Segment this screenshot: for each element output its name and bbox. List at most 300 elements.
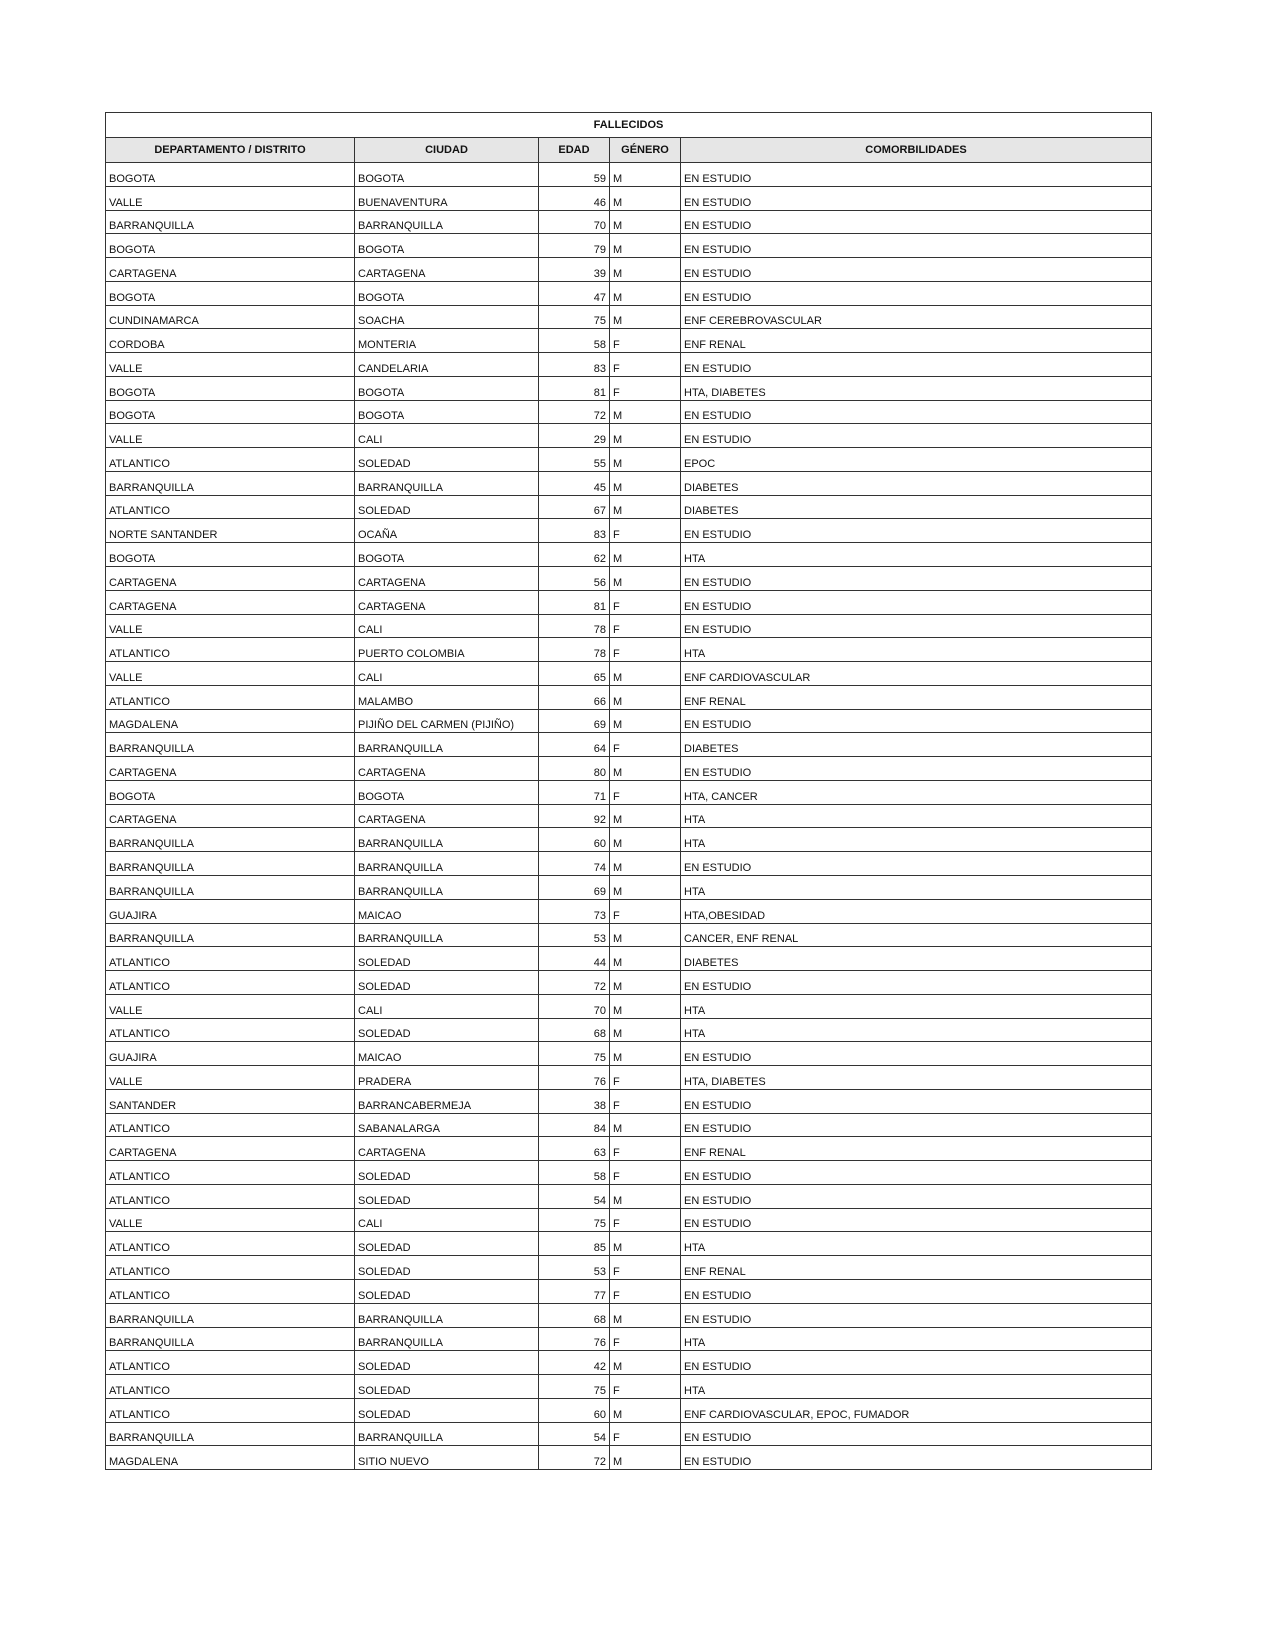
cell-comorbilidades: HTA,OBESIDAD bbox=[681, 899, 1152, 923]
cell-ciudad: SOLEDAD bbox=[355, 448, 539, 472]
cell-comorbilidades: DIABETES bbox=[681, 471, 1152, 495]
cell-ciudad: MAICAO bbox=[355, 1042, 539, 1066]
cell-genero: F bbox=[610, 733, 681, 757]
cell-ciudad: CANDELARIA bbox=[355, 353, 539, 377]
cell-ciudad: CARTAGENA bbox=[355, 1137, 539, 1161]
table-row bbox=[106, 852, 1152, 876]
cell-comorbilidades: EN ESTUDIO bbox=[681, 519, 1152, 543]
cell-ciudad: CARTAGENA bbox=[355, 258, 539, 282]
cell-comorbilidades: HTA, DIABETES bbox=[681, 1066, 1152, 1090]
table-row bbox=[106, 567, 1152, 591]
cell-genero: F bbox=[610, 1375, 681, 1399]
table-row bbox=[106, 424, 1152, 448]
cell-edad: 67 bbox=[539, 495, 610, 519]
table-row bbox=[106, 519, 1152, 543]
cell-edad: 54 bbox=[539, 1184, 610, 1208]
cell-edad: 69 bbox=[539, 875, 610, 899]
cell-departamento: MAGDALENA bbox=[106, 1446, 355, 1470]
table-row bbox=[106, 638, 1152, 662]
cell-ciudad: BARRANQUILLA bbox=[355, 733, 539, 757]
cell-ciudad: SOACHA bbox=[355, 305, 539, 329]
table-row bbox=[106, 1089, 1152, 1113]
table-row bbox=[106, 163, 1152, 187]
cell-comorbilidades: EN ESTUDIO bbox=[681, 567, 1152, 591]
cell-departamento: CARTAGENA bbox=[106, 1137, 355, 1161]
cell-ciudad: BOGOTA bbox=[355, 376, 539, 400]
table-row bbox=[106, 1208, 1152, 1232]
cell-departamento: ATLANTICO bbox=[106, 1398, 355, 1422]
cell-genero: M bbox=[610, 923, 681, 947]
cell-ciudad: CALI bbox=[355, 1208, 539, 1232]
cell-genero: M bbox=[610, 400, 681, 424]
cell-edad: 69 bbox=[539, 709, 610, 733]
cell-genero: F bbox=[610, 899, 681, 923]
cell-departamento: ATLANTICO bbox=[106, 1256, 355, 1280]
cell-departamento: BOGOTA bbox=[106, 163, 355, 187]
cell-comorbilidades: HTA bbox=[681, 828, 1152, 852]
cell-departamento: ATLANTICO bbox=[106, 1375, 355, 1399]
cell-edad: 63 bbox=[539, 1137, 610, 1161]
cell-departamento: MAGDALENA bbox=[106, 709, 355, 733]
cell-genero: M bbox=[610, 1232, 681, 1256]
table-row bbox=[106, 1232, 1152, 1256]
table-row bbox=[106, 1137, 1152, 1161]
table-row bbox=[106, 757, 1152, 781]
cell-departamento: BARRANQUILLA bbox=[106, 210, 355, 234]
table-row bbox=[106, 1066, 1152, 1090]
cell-genero: F bbox=[610, 1137, 681, 1161]
cell-departamento: GUAJIRA bbox=[106, 1042, 355, 1066]
table-row bbox=[106, 614, 1152, 638]
table-row bbox=[106, 733, 1152, 757]
cell-edad: 78 bbox=[539, 614, 610, 638]
cell-ciudad: SOLEDAD bbox=[355, 1184, 539, 1208]
table-row bbox=[106, 1303, 1152, 1327]
cell-edad: 58 bbox=[539, 1161, 610, 1185]
cell-comorbilidades: EN ESTUDIO bbox=[681, 424, 1152, 448]
table-header-row bbox=[106, 138, 1152, 163]
cell-comorbilidades: EN ESTUDIO bbox=[681, 1303, 1152, 1327]
cell-genero: M bbox=[610, 163, 681, 187]
table-row bbox=[106, 1113, 1152, 1137]
cell-edad: 72 bbox=[539, 1446, 610, 1470]
cell-comorbilidades: HTA, DIABETES bbox=[681, 376, 1152, 400]
cell-edad: 42 bbox=[539, 1351, 610, 1375]
cell-comorbilidades: EN ESTUDIO bbox=[681, 1113, 1152, 1137]
cell-edad: 81 bbox=[539, 376, 610, 400]
cell-ciudad: CARTAGENA bbox=[355, 590, 539, 614]
cell-genero: F bbox=[610, 1161, 681, 1185]
cell-ciudad: OCAÑA bbox=[355, 519, 539, 543]
cell-ciudad: BARRANQUILLA bbox=[355, 1422, 539, 1446]
cell-edad: 75 bbox=[539, 305, 610, 329]
table-row bbox=[106, 186, 1152, 210]
cell-edad: 45 bbox=[539, 471, 610, 495]
cell-edad: 77 bbox=[539, 1279, 610, 1303]
cell-comorbilidades: EN ESTUDIO bbox=[681, 258, 1152, 282]
header-genero: GÉNERO bbox=[610, 138, 681, 163]
cell-ciudad: SOLEDAD bbox=[355, 1256, 539, 1280]
cell-departamento: ATLANTICO bbox=[106, 947, 355, 971]
cell-departamento: ATLANTICO bbox=[106, 638, 355, 662]
cell-comorbilidades: HTA bbox=[681, 994, 1152, 1018]
table-row bbox=[106, 471, 1152, 495]
cell-departamento: BARRANQUILLA bbox=[106, 1422, 355, 1446]
cell-ciudad: CARTAGENA bbox=[355, 567, 539, 591]
table-row bbox=[106, 353, 1152, 377]
cell-edad: 53 bbox=[539, 1256, 610, 1280]
table-row bbox=[106, 1375, 1152, 1399]
cell-ciudad: BARRANQUILLA bbox=[355, 875, 539, 899]
cell-genero: M bbox=[610, 662, 681, 686]
cell-edad: 84 bbox=[539, 1113, 610, 1137]
cell-ciudad: BARRANQUILLA bbox=[355, 210, 539, 234]
cell-departamento: ATLANTICO bbox=[106, 495, 355, 519]
cell-comorbilidades: DIABETES bbox=[681, 495, 1152, 519]
cell-edad: 85 bbox=[539, 1232, 610, 1256]
table-title-row bbox=[106, 113, 1152, 138]
cell-genero: F bbox=[610, 614, 681, 638]
cell-genero: M bbox=[610, 471, 681, 495]
cell-ciudad: SOLEDAD bbox=[355, 1279, 539, 1303]
cell-edad: 65 bbox=[539, 662, 610, 686]
cell-ciudad: SOLEDAD bbox=[355, 1018, 539, 1042]
cell-genero: M bbox=[610, 1042, 681, 1066]
cell-ciudad: BOGOTA bbox=[355, 400, 539, 424]
cell-genero: F bbox=[610, 1208, 681, 1232]
cell-ciudad: MAICAO bbox=[355, 899, 539, 923]
cell-edad: 83 bbox=[539, 519, 610, 543]
table-row bbox=[106, 1327, 1152, 1351]
cell-departamento: CARTAGENA bbox=[106, 590, 355, 614]
cell-genero: F bbox=[610, 1422, 681, 1446]
cell-edad: 83 bbox=[539, 353, 610, 377]
table-row bbox=[106, 1446, 1152, 1470]
cell-comorbilidades: EN ESTUDIO bbox=[681, 400, 1152, 424]
cell-edad: 78 bbox=[539, 638, 610, 662]
cell-comorbilidades: EN ESTUDIO bbox=[681, 709, 1152, 733]
cell-departamento: ATLANTICO bbox=[106, 1161, 355, 1185]
cell-genero: M bbox=[610, 685, 681, 709]
cell-edad: 70 bbox=[539, 210, 610, 234]
cell-comorbilidades: ENF CARDIOVASCULAR bbox=[681, 662, 1152, 686]
cell-genero: F bbox=[610, 1327, 681, 1351]
cell-edad: 76 bbox=[539, 1066, 610, 1090]
cell-genero: M bbox=[610, 709, 681, 733]
table-body bbox=[106, 163, 1152, 1470]
table-row bbox=[106, 281, 1152, 305]
cell-departamento: ATLANTICO bbox=[106, 1351, 355, 1375]
cell-ciudad: BARRANQUILLA bbox=[355, 852, 539, 876]
cell-genero: F bbox=[610, 1089, 681, 1113]
cell-edad: 76 bbox=[539, 1327, 610, 1351]
cell-ciudad: SOLEDAD bbox=[355, 947, 539, 971]
table-row bbox=[106, 1279, 1152, 1303]
cell-departamento: VALLE bbox=[106, 1208, 355, 1232]
cell-ciudad: CARTAGENA bbox=[355, 757, 539, 781]
table-row bbox=[106, 1398, 1152, 1422]
cell-genero: M bbox=[610, 543, 681, 567]
table-row bbox=[106, 234, 1152, 258]
cell-ciudad: SITIO NUEVO bbox=[355, 1446, 539, 1470]
table-row bbox=[106, 923, 1152, 947]
table-row bbox=[106, 258, 1152, 282]
cell-genero: F bbox=[610, 376, 681, 400]
cell-comorbilidades: HTA bbox=[681, 638, 1152, 662]
cell-comorbilidades: ENF RENAL bbox=[681, 329, 1152, 353]
cell-departamento: VALLE bbox=[106, 994, 355, 1018]
table-row bbox=[106, 875, 1152, 899]
cell-comorbilidades: HTA bbox=[681, 875, 1152, 899]
cell-ciudad: CALI bbox=[355, 424, 539, 448]
cell-ciudad: SOLEDAD bbox=[355, 1398, 539, 1422]
cell-genero: M bbox=[610, 1018, 681, 1042]
cell-edad: 80 bbox=[539, 757, 610, 781]
cell-departamento: VALLE bbox=[106, 662, 355, 686]
cell-edad: 81 bbox=[539, 590, 610, 614]
cell-genero: M bbox=[610, 495, 681, 519]
cell-departamento: VALLE bbox=[106, 1066, 355, 1090]
cell-departamento: CUNDINAMARCA bbox=[106, 305, 355, 329]
cell-departamento: ATLANTICO bbox=[106, 1184, 355, 1208]
cell-edad: 75 bbox=[539, 1208, 610, 1232]
table-row bbox=[106, 400, 1152, 424]
cell-departamento: BOGOTA bbox=[106, 234, 355, 258]
cell-departamento: ATLANTICO bbox=[106, 1232, 355, 1256]
cell-ciudad: SOLEDAD bbox=[355, 1161, 539, 1185]
cell-departamento: BARRANQUILLA bbox=[106, 828, 355, 852]
cell-edad: 58 bbox=[539, 329, 610, 353]
cell-comorbilidades: HTA bbox=[681, 1375, 1152, 1399]
cell-comorbilidades: EN ESTUDIO bbox=[681, 852, 1152, 876]
cell-edad: 70 bbox=[539, 994, 610, 1018]
cell-comorbilidades: CANCER, ENF RENAL bbox=[681, 923, 1152, 947]
cell-departamento: ATLANTICO bbox=[106, 971, 355, 995]
cell-comorbilidades: EN ESTUDIO bbox=[681, 210, 1152, 234]
cell-ciudad: PUERTO COLOMBIA bbox=[355, 638, 539, 662]
cell-edad: 47 bbox=[539, 281, 610, 305]
cell-comorbilidades: HTA bbox=[681, 543, 1152, 567]
cell-comorbilidades: EN ESTUDIO bbox=[681, 1089, 1152, 1113]
cell-edad: 55 bbox=[539, 448, 610, 472]
table-row bbox=[106, 495, 1152, 519]
cell-genero: M bbox=[610, 1303, 681, 1327]
cell-departamento: BARRANQUILLA bbox=[106, 471, 355, 495]
cell-genero: M bbox=[610, 947, 681, 971]
cell-comorbilidades: EN ESTUDIO bbox=[681, 971, 1152, 995]
cell-edad: 68 bbox=[539, 1018, 610, 1042]
cell-edad: 75 bbox=[539, 1375, 610, 1399]
cell-genero: M bbox=[610, 875, 681, 899]
cell-ciudad: MONTERIA bbox=[355, 329, 539, 353]
header-edad: EDAD bbox=[539, 138, 610, 163]
cell-ciudad: BOGOTA bbox=[355, 163, 539, 187]
table-row bbox=[106, 1422, 1152, 1446]
table-row bbox=[106, 994, 1152, 1018]
table-row bbox=[106, 685, 1152, 709]
cell-departamento: BOGOTA bbox=[106, 543, 355, 567]
cell-genero: F bbox=[610, 329, 681, 353]
cell-edad: 56 bbox=[539, 567, 610, 591]
cell-departamento: BARRANQUILLA bbox=[106, 923, 355, 947]
cell-comorbilidades: ENF CEREBROVASCULAR bbox=[681, 305, 1152, 329]
cell-edad: 46 bbox=[539, 186, 610, 210]
cell-ciudad: CALI bbox=[355, 662, 539, 686]
cell-genero: M bbox=[610, 1398, 681, 1422]
cell-departamento: BOGOTA bbox=[106, 400, 355, 424]
cell-ciudad: BARRANQUILLA bbox=[355, 1327, 539, 1351]
cell-departamento: CARTAGENA bbox=[106, 757, 355, 781]
cell-comorbilidades: ENF RENAL bbox=[681, 1256, 1152, 1280]
cell-edad: 44 bbox=[539, 947, 610, 971]
cell-edad: 62 bbox=[539, 543, 610, 567]
table-row bbox=[106, 709, 1152, 733]
cell-ciudad: SOLEDAD bbox=[355, 495, 539, 519]
cell-edad: 72 bbox=[539, 971, 610, 995]
cell-comorbilidades: EN ESTUDIO bbox=[681, 1446, 1152, 1470]
cell-edad: 68 bbox=[539, 1303, 610, 1327]
cell-genero: M bbox=[610, 258, 681, 282]
cell-genero: M bbox=[610, 1113, 681, 1137]
table-row bbox=[106, 1256, 1152, 1280]
cell-comorbilidades: HTA bbox=[681, 804, 1152, 828]
cell-comorbilidades: ENF RENAL bbox=[681, 1137, 1152, 1161]
cell-comorbilidades: EN ESTUDIO bbox=[681, 281, 1152, 305]
cell-ciudad: SOLEDAD bbox=[355, 971, 539, 995]
cell-edad: 60 bbox=[539, 828, 610, 852]
cell-genero: F bbox=[610, 590, 681, 614]
cell-comorbilidades: EN ESTUDIO bbox=[681, 353, 1152, 377]
cell-ciudad: CALI bbox=[355, 614, 539, 638]
cell-edad: 59 bbox=[539, 163, 610, 187]
cell-genero: M bbox=[610, 210, 681, 234]
table-row bbox=[106, 828, 1152, 852]
table-row bbox=[106, 329, 1152, 353]
cell-comorbilidades: HTA bbox=[681, 1232, 1152, 1256]
cell-departamento: CARTAGENA bbox=[106, 804, 355, 828]
cell-comorbilidades: EN ESTUDIO bbox=[681, 234, 1152, 258]
cell-genero: M bbox=[610, 424, 681, 448]
cell-ciudad: MALAMBO bbox=[355, 685, 539, 709]
cell-departamento: ATLANTICO bbox=[106, 1113, 355, 1137]
cell-ciudad: SOLEDAD bbox=[355, 1351, 539, 1375]
cell-genero: F bbox=[610, 353, 681, 377]
cell-edad: 38 bbox=[539, 1089, 610, 1113]
cell-ciudad: PIJIÑO DEL CARMEN (PIJIÑO) bbox=[355, 709, 539, 733]
cell-genero: M bbox=[610, 1446, 681, 1470]
cell-comorbilidades: HTA bbox=[681, 1018, 1152, 1042]
cell-comorbilidades: EN ESTUDIO bbox=[681, 1184, 1152, 1208]
cell-ciudad: SABANALARGA bbox=[355, 1113, 539, 1137]
cell-departamento: ATLANTICO bbox=[106, 685, 355, 709]
cell-departamento: BARRANQUILLA bbox=[106, 1303, 355, 1327]
table-row bbox=[106, 780, 1152, 804]
cell-departamento: CARTAGENA bbox=[106, 258, 355, 282]
cell-ciudad: SOLEDAD bbox=[355, 1375, 539, 1399]
cell-departamento: BARRANQUILLA bbox=[106, 852, 355, 876]
cell-genero: M bbox=[610, 1184, 681, 1208]
cell-edad: 66 bbox=[539, 685, 610, 709]
cell-ciudad: PRADERA bbox=[355, 1066, 539, 1090]
cell-comorbilidades: EN ESTUDIO bbox=[681, 590, 1152, 614]
table-row bbox=[106, 804, 1152, 828]
cell-genero: M bbox=[610, 281, 681, 305]
cell-genero: M bbox=[610, 1351, 681, 1375]
cell-comorbilidades: EN ESTUDIO bbox=[681, 1042, 1152, 1066]
cell-edad: 54 bbox=[539, 1422, 610, 1446]
cell-departamento: ATLANTICO bbox=[106, 1018, 355, 1042]
cell-ciudad: BOGOTA bbox=[355, 780, 539, 804]
cell-genero: F bbox=[610, 780, 681, 804]
cell-comorbilidades: EN ESTUDIO bbox=[681, 1422, 1152, 1446]
table-row bbox=[106, 376, 1152, 400]
fallecidos-sheet bbox=[105, 112, 1151, 1470]
cell-genero: M bbox=[610, 828, 681, 852]
cell-genero: M bbox=[610, 305, 681, 329]
cell-departamento: BOGOTA bbox=[106, 376, 355, 400]
cell-edad: 73 bbox=[539, 899, 610, 923]
cell-comorbilidades: EN ESTUDIO bbox=[681, 1208, 1152, 1232]
cell-comorbilidades: EN ESTUDIO bbox=[681, 1279, 1152, 1303]
cell-edad: 72 bbox=[539, 400, 610, 424]
table-row bbox=[106, 210, 1152, 234]
cell-genero: M bbox=[610, 804, 681, 828]
cell-comorbilidades: DIABETES bbox=[681, 733, 1152, 757]
cell-departamento: SANTANDER bbox=[106, 1089, 355, 1113]
cell-genero: F bbox=[610, 519, 681, 543]
cell-ciudad: BOGOTA bbox=[355, 281, 539, 305]
table-title: FALLECIDOS bbox=[106, 113, 1152, 138]
header-comorbilidades: COMORBILIDADES bbox=[681, 138, 1152, 163]
cell-ciudad: BARRANQUILLA bbox=[355, 471, 539, 495]
cell-departamento: BOGOTA bbox=[106, 780, 355, 804]
cell-genero: F bbox=[610, 1279, 681, 1303]
cell-ciudad: BUENAVENTURA bbox=[355, 186, 539, 210]
cell-departamento: VALLE bbox=[106, 186, 355, 210]
cell-ciudad: SOLEDAD bbox=[355, 1232, 539, 1256]
cell-departamento: ATLANTICO bbox=[106, 448, 355, 472]
table-row bbox=[106, 448, 1152, 472]
table-row bbox=[106, 1184, 1152, 1208]
cell-edad: 53 bbox=[539, 923, 610, 947]
table-row bbox=[106, 899, 1152, 923]
cell-departamento: VALLE bbox=[106, 424, 355, 448]
cell-genero: M bbox=[610, 852, 681, 876]
cell-genero: M bbox=[610, 971, 681, 995]
cell-ciudad: BARRANQUILLA bbox=[355, 923, 539, 947]
table-row bbox=[106, 971, 1152, 995]
table-row bbox=[106, 947, 1152, 971]
table-row bbox=[106, 543, 1152, 567]
cell-ciudad: BARRANQUILLA bbox=[355, 1303, 539, 1327]
header-departamento: DEPARTAMENTO / DISTRITO bbox=[106, 138, 355, 163]
cell-comorbilidades: ENF RENAL bbox=[681, 685, 1152, 709]
table-row bbox=[106, 1018, 1152, 1042]
table-row bbox=[106, 1351, 1152, 1375]
cell-edad: 71 bbox=[539, 780, 610, 804]
cell-departamento: CARTAGENA bbox=[106, 567, 355, 591]
cell-ciudad: BOGOTA bbox=[355, 234, 539, 258]
cell-edad: 64 bbox=[539, 733, 610, 757]
cell-departamento: CORDOBA bbox=[106, 329, 355, 353]
header-ciudad: CIUDAD bbox=[355, 138, 539, 163]
table-row bbox=[106, 1161, 1152, 1185]
cell-genero: M bbox=[610, 757, 681, 781]
cell-edad: 60 bbox=[539, 1398, 610, 1422]
cell-edad: 92 bbox=[539, 804, 610, 828]
cell-comorbilidades: EN ESTUDIO bbox=[681, 757, 1152, 781]
table-row bbox=[106, 662, 1152, 686]
